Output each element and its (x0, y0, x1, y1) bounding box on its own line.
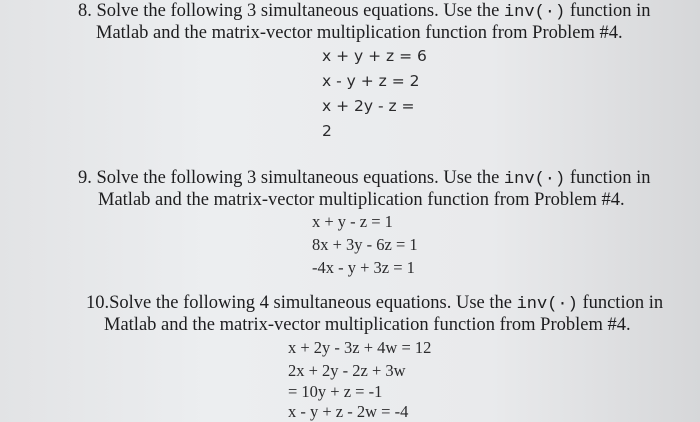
problem-10-text-a: Solve the following 4 simultaneous equations. Use the (109, 293, 512, 313)
problem-9-inv-code: inv(·) (503, 170, 566, 189)
problem-9-equation-1: x + y - z = 1 (312, 212, 393, 231)
problem-8-equation-3: x + 2y - z = (322, 97, 415, 115)
problem-9-equation-3: -4x - y + 3z = 1 (312, 258, 415, 277)
problem-8-text-b: function in (569, 1, 651, 21)
problem-10-text-b: function in (582, 293, 664, 313)
problem-10-inv-code: inv(·) (516, 295, 578, 314)
problem-8-number: 8. (78, 1, 92, 21)
problem-9-text-b: function in (569, 168, 651, 188)
problem-9-equation-2: 8x + 3y - 6z = 1 (312, 235, 418, 254)
problem-8-line-1 (78, 0, 650, 24)
problem-10-equation-4: x - y + z - 2w = -4 (288, 402, 409, 421)
problem-8-line-2: Matlab and the matrix-vector multiplication function from Problem #4. (96, 23, 623, 43)
problem-10-number: 10. (86, 293, 110, 313)
problem-8-inv-code: inv(·) (503, 3, 566, 22)
problem-8-text-a: Solve the following 3 simultaneous equations. Use the (96, 1, 500, 21)
problem-9-text-a: Solve the following 3 simultaneous equations. Use the (96, 168, 500, 188)
problem-9-line-2: Matlab and the matrix-vector multiplication function from Problem #4. (98, 190, 625, 210)
problem-10-equation-1: x + 2y - 3z + 4w = 12 (288, 338, 432, 357)
problem-8-equation-4: 2 (322, 122, 332, 140)
problem-8-equation-1: x + y + z = 6 (322, 47, 427, 65)
problem-10-line-2: Matlab and the matrix-vector multiplication function from Problem #4. (104, 315, 631, 335)
problem-10-equation-3: = 10y + z = -1 (288, 382, 383, 401)
problem-9-number: 9. (78, 168, 92, 188)
problem-10-line-1 (86, 292, 663, 316)
problem-10-equation-2: 2x + 2y - 2z + 3w (288, 361, 406, 380)
problem-8-equation-2: x - y + z = 2 (322, 72, 420, 90)
problem-9-line-1 (78, 167, 650, 191)
